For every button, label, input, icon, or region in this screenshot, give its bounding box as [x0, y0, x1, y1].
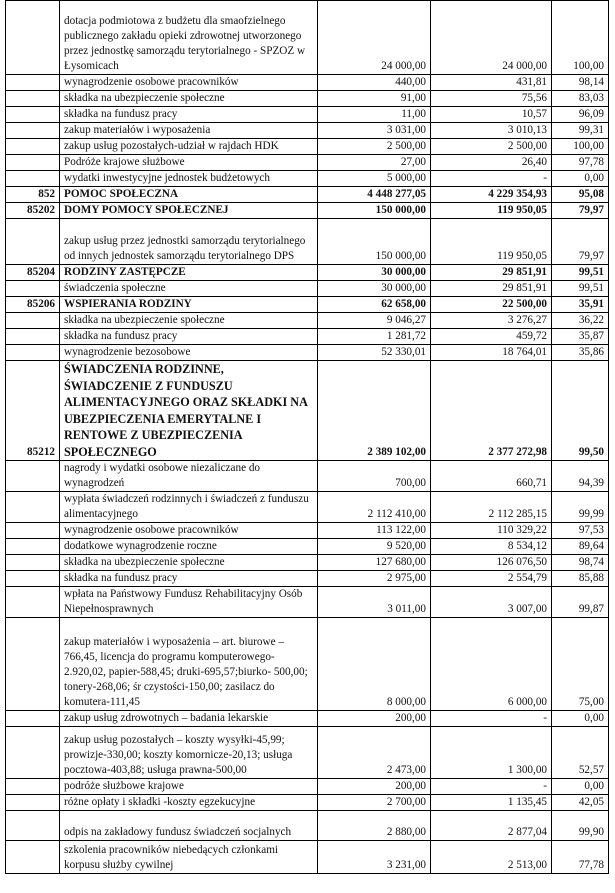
row-executed-value: 119 950,05 — [431, 203, 552, 219]
table-row — [6, 523, 609, 539]
row-percent: 94,39 — [552, 461, 609, 492]
row-plan-value: 27,00 — [318, 155, 431, 171]
row-code — [6, 107, 60, 123]
row-description: wpłata na Państwowy Fundusz Rehabilitacyjny Osób Niepełnosprawnych — [60, 587, 318, 618]
row-plan-value: 2 880,00 — [318, 811, 431, 841]
row-code — [6, 555, 60, 571]
row-plan-value: 5 000,00 — [318, 171, 431, 187]
table-row — [6, 107, 609, 123]
row-code — [6, 523, 60, 539]
row-plan-value: 24 000,00 — [318, 1, 431, 75]
row-code: 85202 — [6, 203, 60, 219]
row-plan-value: 1 281,72 — [318, 329, 431, 345]
row-executed-value: 2 554,79 — [431, 571, 552, 587]
row-code — [6, 91, 60, 107]
table-row — [6, 265, 609, 281]
row-executed-value: 75,56 — [431, 91, 552, 107]
table-row — [6, 313, 609, 329]
row-description: podróże służbowe krajowe — [60, 779, 318, 795]
row-percent: 99,51 — [552, 265, 609, 281]
row-code: 852 — [6, 187, 60, 203]
row-executed-value: 126 076,50 — [431, 555, 552, 571]
row-plan-value: 30 000,00 — [318, 265, 431, 281]
row-executed-value: 22 500,00 — [431, 297, 552, 313]
row-percent: 97,78 — [552, 155, 609, 171]
row-code — [6, 841, 60, 874]
row-plan-value: 3 231,00 — [318, 841, 431, 874]
row-code — [6, 1, 60, 75]
row-percent: 79,97 — [552, 203, 609, 219]
table-row — [6, 155, 609, 171]
row-plan-value: 150 000,00 — [318, 219, 431, 265]
table-row — [6, 461, 609, 492]
row-percent: 100,00 — [552, 1, 609, 75]
row-percent: 95,08 — [552, 187, 609, 203]
row-executed-value: 1 135,45 — [431, 795, 552, 811]
row-executed-value: 2 377 272,98 — [431, 361, 552, 461]
table-row — [6, 841, 609, 874]
row-description: zakup usług zdrowotnych – badania lekarskie — [60, 711, 318, 727]
row-executed-value: 8 534,12 — [431, 539, 552, 555]
table-row — [6, 587, 609, 618]
row-plan-value: 2 112 410,00 — [318, 492, 431, 523]
row-percent: 36,22 — [552, 313, 609, 329]
row-executed-value: 1 300,00 — [431, 727, 552, 779]
row-description: wynagrodzenie osobowe pracowników — [60, 523, 318, 539]
row-percent: 98,14 — [552, 75, 609, 91]
row-description: zakup usług pozostałych-udział w rajdach HDK — [60, 139, 318, 155]
row-percent: 0,00 — [552, 171, 609, 187]
row-code: 85212 — [6, 361, 60, 461]
row-plan-value: 200,00 — [318, 711, 431, 727]
row-description: składka na ubezpieczenie społeczne — [60, 91, 318, 107]
row-percent: 75,00 — [552, 618, 609, 711]
row-description: wynagrodzenie bezosobowe — [60, 345, 318, 361]
row-code — [6, 779, 60, 795]
row-code — [6, 123, 60, 139]
row-code — [6, 139, 60, 155]
row-code — [6, 711, 60, 727]
row-plan-value: 2 473,00 — [318, 727, 431, 779]
row-executed-value: 29 851,91 — [431, 281, 552, 297]
row-code — [6, 571, 60, 587]
row-plan-value: 2 389 102,00 — [318, 361, 431, 461]
row-code — [6, 219, 60, 265]
table-row — [6, 297, 609, 313]
table-row — [6, 779, 609, 795]
row-percent: 99,87 — [552, 587, 609, 618]
table-row — [6, 187, 609, 203]
table-row — [6, 727, 609, 779]
row-code — [6, 492, 60, 523]
row-plan-value: 4 448 277,05 — [318, 187, 431, 203]
table-row — [6, 219, 609, 265]
row-code — [6, 539, 60, 555]
row-plan-value: 30 000,00 — [318, 281, 431, 297]
row-executed-value: 24 000,00 — [431, 1, 552, 75]
row-description: zakup usług pozostałych – koszty wysyłki-45,99; prowizje-330,00; koszty komornicze-20,13; usługa pocztowa-403,88; usługa prawna-500,00 — [60, 727, 318, 779]
row-percent: 99,90 — [552, 811, 609, 841]
table-row — [6, 361, 609, 461]
row-description: składka na ubezpieczenie społeczne — [60, 313, 318, 329]
row-percent: 99,99 — [552, 492, 609, 523]
table-row — [6, 795, 609, 811]
row-code: 85206 — [6, 297, 60, 313]
row-executed-value: 459,72 — [431, 329, 552, 345]
row-percent: 85,88 — [552, 571, 609, 587]
row-percent: 0,00 — [552, 779, 609, 795]
row-plan-value: 9 520,00 — [318, 539, 431, 555]
row-code — [6, 345, 60, 361]
row-description: DOMY POMOCY SPOŁECZNEJ — [60, 203, 318, 219]
table-row — [6, 281, 609, 297]
row-executed-value: 2 513,00 — [431, 841, 552, 874]
row-description: nagrody i wydatki osobowe niezaliczane do wynagrodzeń — [60, 461, 318, 492]
row-plan-value: 3 011,00 — [318, 587, 431, 618]
row-description: składka na fundusz pracy — [60, 571, 318, 587]
row-code — [6, 587, 60, 618]
row-percent: 98,74 — [552, 555, 609, 571]
row-executed-value: 3 007,00 — [431, 587, 552, 618]
row-description: szkolenia pracowników niebedących członkami korpusu służby cywilnej — [60, 841, 318, 874]
row-description: składka na fundusz pracy — [60, 107, 318, 123]
row-code — [6, 75, 60, 91]
row-plan-value: 2 975,00 — [318, 571, 431, 587]
table-row — [6, 571, 609, 587]
row-executed-value: 660,71 — [431, 461, 552, 492]
row-percent: 99,51 — [552, 281, 609, 297]
row-executed-value: 3 276,27 — [431, 313, 552, 329]
table-row — [6, 555, 609, 571]
row-plan-value: 2 500,00 — [318, 139, 431, 155]
row-percent: 99,31 — [552, 123, 609, 139]
row-plan-value: 127 680,00 — [318, 555, 431, 571]
row-executed-value: 2 877,04 — [431, 811, 552, 841]
row-plan-value: 91,00 — [318, 91, 431, 107]
row-percent: 79,97 — [552, 219, 609, 265]
row-description: WSPIERANIA RODZINY — [60, 297, 318, 313]
row-plan-value: 52 330,01 — [318, 345, 431, 361]
row-description: dodatkowe wynagrodzenie roczne — [60, 539, 318, 555]
table-row — [6, 811, 609, 841]
row-percent: 97,53 — [552, 523, 609, 539]
row-percent: 99,50 — [552, 361, 609, 461]
row-description: składka na ubezpieczenie społeczne — [60, 555, 318, 571]
table-row — [6, 345, 609, 361]
row-code — [6, 727, 60, 779]
row-plan-value: 3 031,00 — [318, 123, 431, 139]
table-row — [6, 1, 609, 75]
row-description: zakup usług przez jednostki samorządu terytorialnego od innych jednostek samorządu terytorialnego DPS — [60, 219, 318, 265]
row-description: Podróże krajowe służbowe — [60, 155, 318, 171]
row-executed-value: 6 000,00 — [431, 618, 552, 711]
row-description: zakup materiałów i wyposażenia – art. biurowe – 766,45, licencja do programu komputerowego- 2.920,02, papier-588,45; druki-695,57;biurko- 500,00; tonery-268,06; śr czystości-150,00; zasilacz do komutera-111,45 — [60, 618, 318, 711]
table-row — [6, 618, 609, 711]
row-plan-value: 700,00 — [318, 461, 431, 492]
row-description: świadczenia społeczne — [60, 281, 318, 297]
row-executed-value: 10,57 — [431, 107, 552, 123]
row-executed-value: - — [431, 779, 552, 795]
table-row — [6, 91, 609, 107]
row-description: wydatki inwestycyjne jednostek budżetowych — [60, 171, 318, 187]
row-description: wynagrodzenie osobowe pracowników — [60, 75, 318, 91]
row-percent: 35,87 — [552, 329, 609, 345]
row-code — [6, 155, 60, 171]
row-executed-value: 26,40 — [431, 155, 552, 171]
table-row — [6, 75, 609, 91]
row-plan-value: 2 700,00 — [318, 795, 431, 811]
row-plan-value: 9 046,27 — [318, 313, 431, 329]
row-description: wypłata świadczeń rodzinnych i świadczeń z funduszu alimentacyjnego — [60, 492, 318, 523]
row-code — [6, 171, 60, 187]
table-row — [6, 139, 609, 155]
row-percent: 89,64 — [552, 539, 609, 555]
row-description: ŚWIADCZENIA RODZINNE, ŚWIADCZENIE Z FUNDUSZU ALIMENTACYJNEGO ORAZ SKŁADKI NA UBEZPIECZENIA EMERYTALNE I RENTOWE Z UBEZPIECZENIA SPOŁECZNEGO — [60, 361, 318, 461]
table-row — [6, 329, 609, 345]
table-row — [6, 203, 609, 219]
row-description: zakup materiałów i wyposażenia — [60, 123, 318, 139]
table-row — [6, 123, 609, 139]
table-row — [6, 539, 609, 555]
row-code — [6, 329, 60, 345]
row-description: dotacja podmiotowa z budżetu dla smaofzielnego publicznego zakładu opieki zdrowotnej utworzonego przez jednostkę samorządu terytorialnego - SPZOZ w Łysomicach — [60, 1, 318, 75]
row-executed-value: 4 229 354,93 — [431, 187, 552, 203]
row-plan-value: 113 122,00 — [318, 523, 431, 539]
row-description: składka na fundusz pracy — [60, 329, 318, 345]
row-percent: 52,57 — [552, 727, 609, 779]
row-plan-value: 200,00 — [318, 779, 431, 795]
row-percent: 83,03 — [552, 91, 609, 107]
row-description: POMOC SPOŁECZNA — [60, 187, 318, 203]
row-code — [6, 461, 60, 492]
row-executed-value: 3 010,13 — [431, 123, 552, 139]
row-description: odpis na zakładowy fundusz świadczeń socjalnych — [60, 811, 318, 841]
table-body — [6, 1, 609, 874]
row-code — [6, 618, 60, 711]
table-row — [6, 711, 609, 727]
row-plan-value: 150 000,00 — [318, 203, 431, 219]
row-percent: 77,78 — [552, 841, 609, 874]
row-executed-value: 119 950,05 — [431, 219, 552, 265]
row-code — [6, 811, 60, 841]
row-code — [6, 795, 60, 811]
row-plan-value: 440,00 — [318, 75, 431, 91]
row-executed-value: - — [431, 711, 552, 727]
row-executed-value: 29 851,91 — [431, 265, 552, 281]
row-code — [6, 313, 60, 329]
table-row — [6, 492, 609, 523]
row-code: 85204 — [6, 265, 60, 281]
row-code — [6, 281, 60, 297]
row-executed-value: 2 500,00 — [431, 139, 552, 155]
row-executed-value: 110 329,22 — [431, 523, 552, 539]
row-executed-value: 2 112 285,15 — [431, 492, 552, 523]
row-percent: 96,09 — [552, 107, 609, 123]
table-row — [6, 171, 609, 187]
row-percent: 42,05 — [552, 795, 609, 811]
row-executed-value: 431,81 — [431, 75, 552, 91]
row-executed-value: 18 764,01 — [431, 345, 552, 361]
row-plan-value: 8 000,00 — [318, 618, 431, 711]
row-description: różne opłaty i składki -koszty egzekucyjne — [60, 795, 318, 811]
row-plan-value: 11,00 — [318, 107, 431, 123]
row-description: RODZINY ZASTĘPCZE — [60, 265, 318, 281]
row-plan-value: 62 658,00 — [318, 297, 431, 313]
row-executed-value: - — [431, 171, 552, 187]
row-percent: 0,00 — [552, 711, 609, 727]
budget-table — [5, 0, 609, 874]
row-percent: 35,86 — [552, 345, 609, 361]
row-percent: 100,00 — [552, 139, 609, 155]
row-percent: 35,91 — [552, 297, 609, 313]
